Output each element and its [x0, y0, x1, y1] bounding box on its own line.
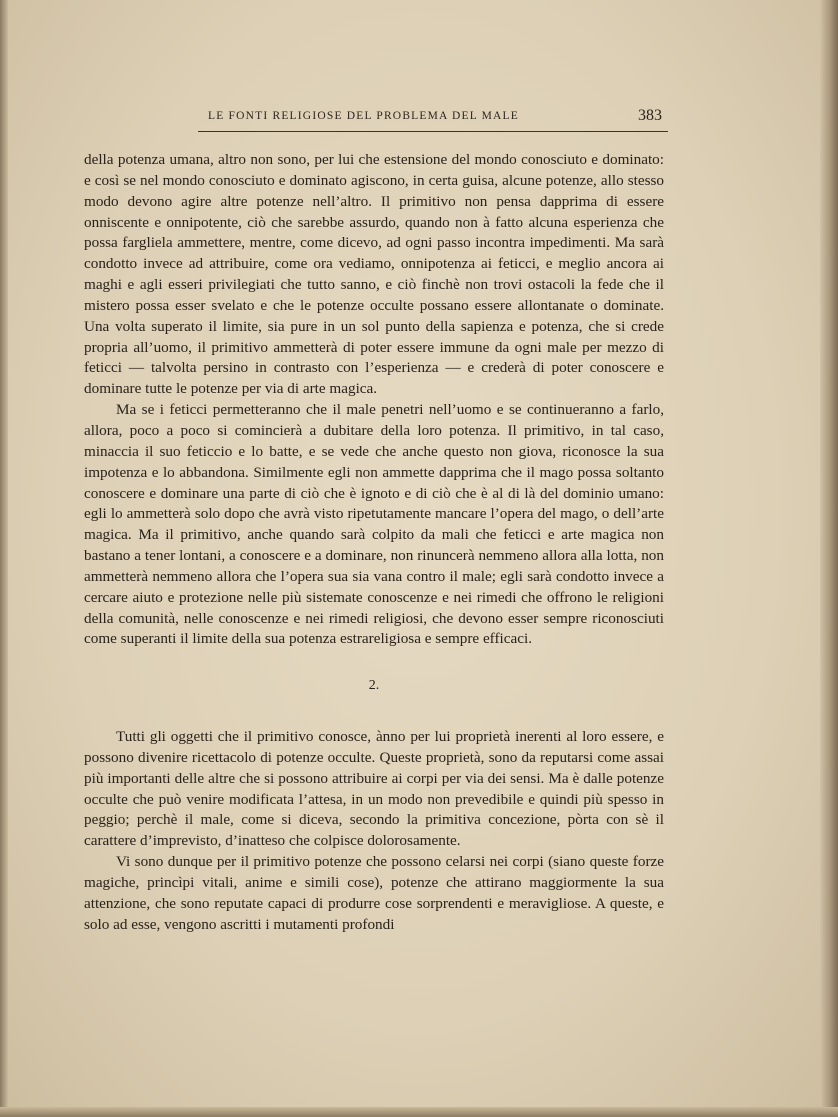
- page-left-edge: [0, 0, 8, 1117]
- page-number: 383: [638, 107, 662, 124]
- body-text: [84, 150, 664, 936]
- paragraph: Tutti gli oggetti che il primitivo conosce, ànno per lui proprietà inerenti al loro essere, e possono divenire ricettacolo di potenze occulte. Queste proprietà, sono da reputarsi come assai più importanti delle altre che si possono attribuire ai corpi per via dei sensi. Ma è dalle potenze occulte che può venire modificata l’attesa, in un modo non prevedibile e quindi più spesso in peggio; perchè il male, come si diceva, secondo la primitiva concezione, pòrta con sè il carattere d’imprevisto, d’inatteso che colpisce dolorosamente.: [84, 728, 664, 850]
- section-number: 2.: [368, 678, 380, 694]
- running-title: LE FONTI RELIGIOSE DEL PROBLEMA DEL MALE: [208, 110, 519, 122]
- paragraph: della potenza umana, altro non sono, per lui che estensione del mondo conosciuto e dominato: e così se nel mondo conosciuto e dominato agiscono, in certa guisa, alcune potenze, allo stesso modo devono agire altre potenze nell’altro. Il primitivo non pensa dapprima di essere onniscente e onnipotente, ciò che sarebbe assurdo, quando non à fatto alcuna esperienza che possa fargliela ammettere, mentre, come dicevo, ad ogni passo incontra impedimenti. Ma sarà condotto invece ad attribuire, come ora vediamo, onnipotenza ai feticci, e meglio ancora ai maghi e agli esseri privilegiati che tutto sanno, e ciò finchè non trovi ostacoli la fede che il mistero possa esser svelato e che le potenze occulte possano essere allontanate o dominate. Una volta superato il limite, sia pure in un sol punto della sapienza e potenza, che si crede propria all’uomo, il primitivo ammetterà di poter essere immune da ogni male per mezzo di feticci — talvolta persino in contrasto con l’esperienza — e crederà di poter conoscere e dominare tutte le potenze per via di arte magica.: [84, 151, 664, 398]
- paragraph: Ma se i feticci permetteranno che il male penetri nell’uomo e se continueranno a farlo, allora, poco a poco si comincierà a dubitare della loro potenza. Il primitivo, in tal caso, minaccia il suo feticcio e lo batte, e se vede che anche questo non giova, riconosce la sua impotenza e lo abbandona. Similmente egli non ammette dapprima che il mago possa soltanto conoscere e dominare una parte di ciò che è ignoto e di ciò che è al di là del dominio umano: egli lo ammetterà solo dopo che avrà visto ripetutamente mancare l’opera del mago, o dell’arte magica. Ma il primitivo, anche quando sarà colpito da mali che feticci e arte magica non bastano a tener lontani, a conoscere e a dominare, non rinuncerà nemmeno allora alla lotta, non ammetterà nemmeno allora che l’opera sua sia vana contro il male; egli sarà condotto invece a cercare aiuto e protezione nelle più sistemate conoscenze e nei rimedi che offrono le religioni della comunità, nelle conoscenze e nei rimedi religiosi, che devono esser sempre riconosciuti come superanti il limite della sua potenza estrareligiosa e sempre efficaci.: [84, 401, 664, 648]
- paragraph: Vi sono dunque per il primitivo potenze che possono celarsi nei corpi (siano queste forze magiche, princìpi vitali, anime e simili cose), potenze che attirano maggiormente la sua attenzione, che sono reputate capaci di produrre cose sorprendenti e meravigliose. A queste, e solo ad esse, vengono ascritti i mutamenti profondi: [84, 853, 664, 933]
- running-head: [198, 107, 668, 132]
- page-bottom-edge: [0, 1107, 838, 1117]
- page-right-edge: [820, 0, 838, 1117]
